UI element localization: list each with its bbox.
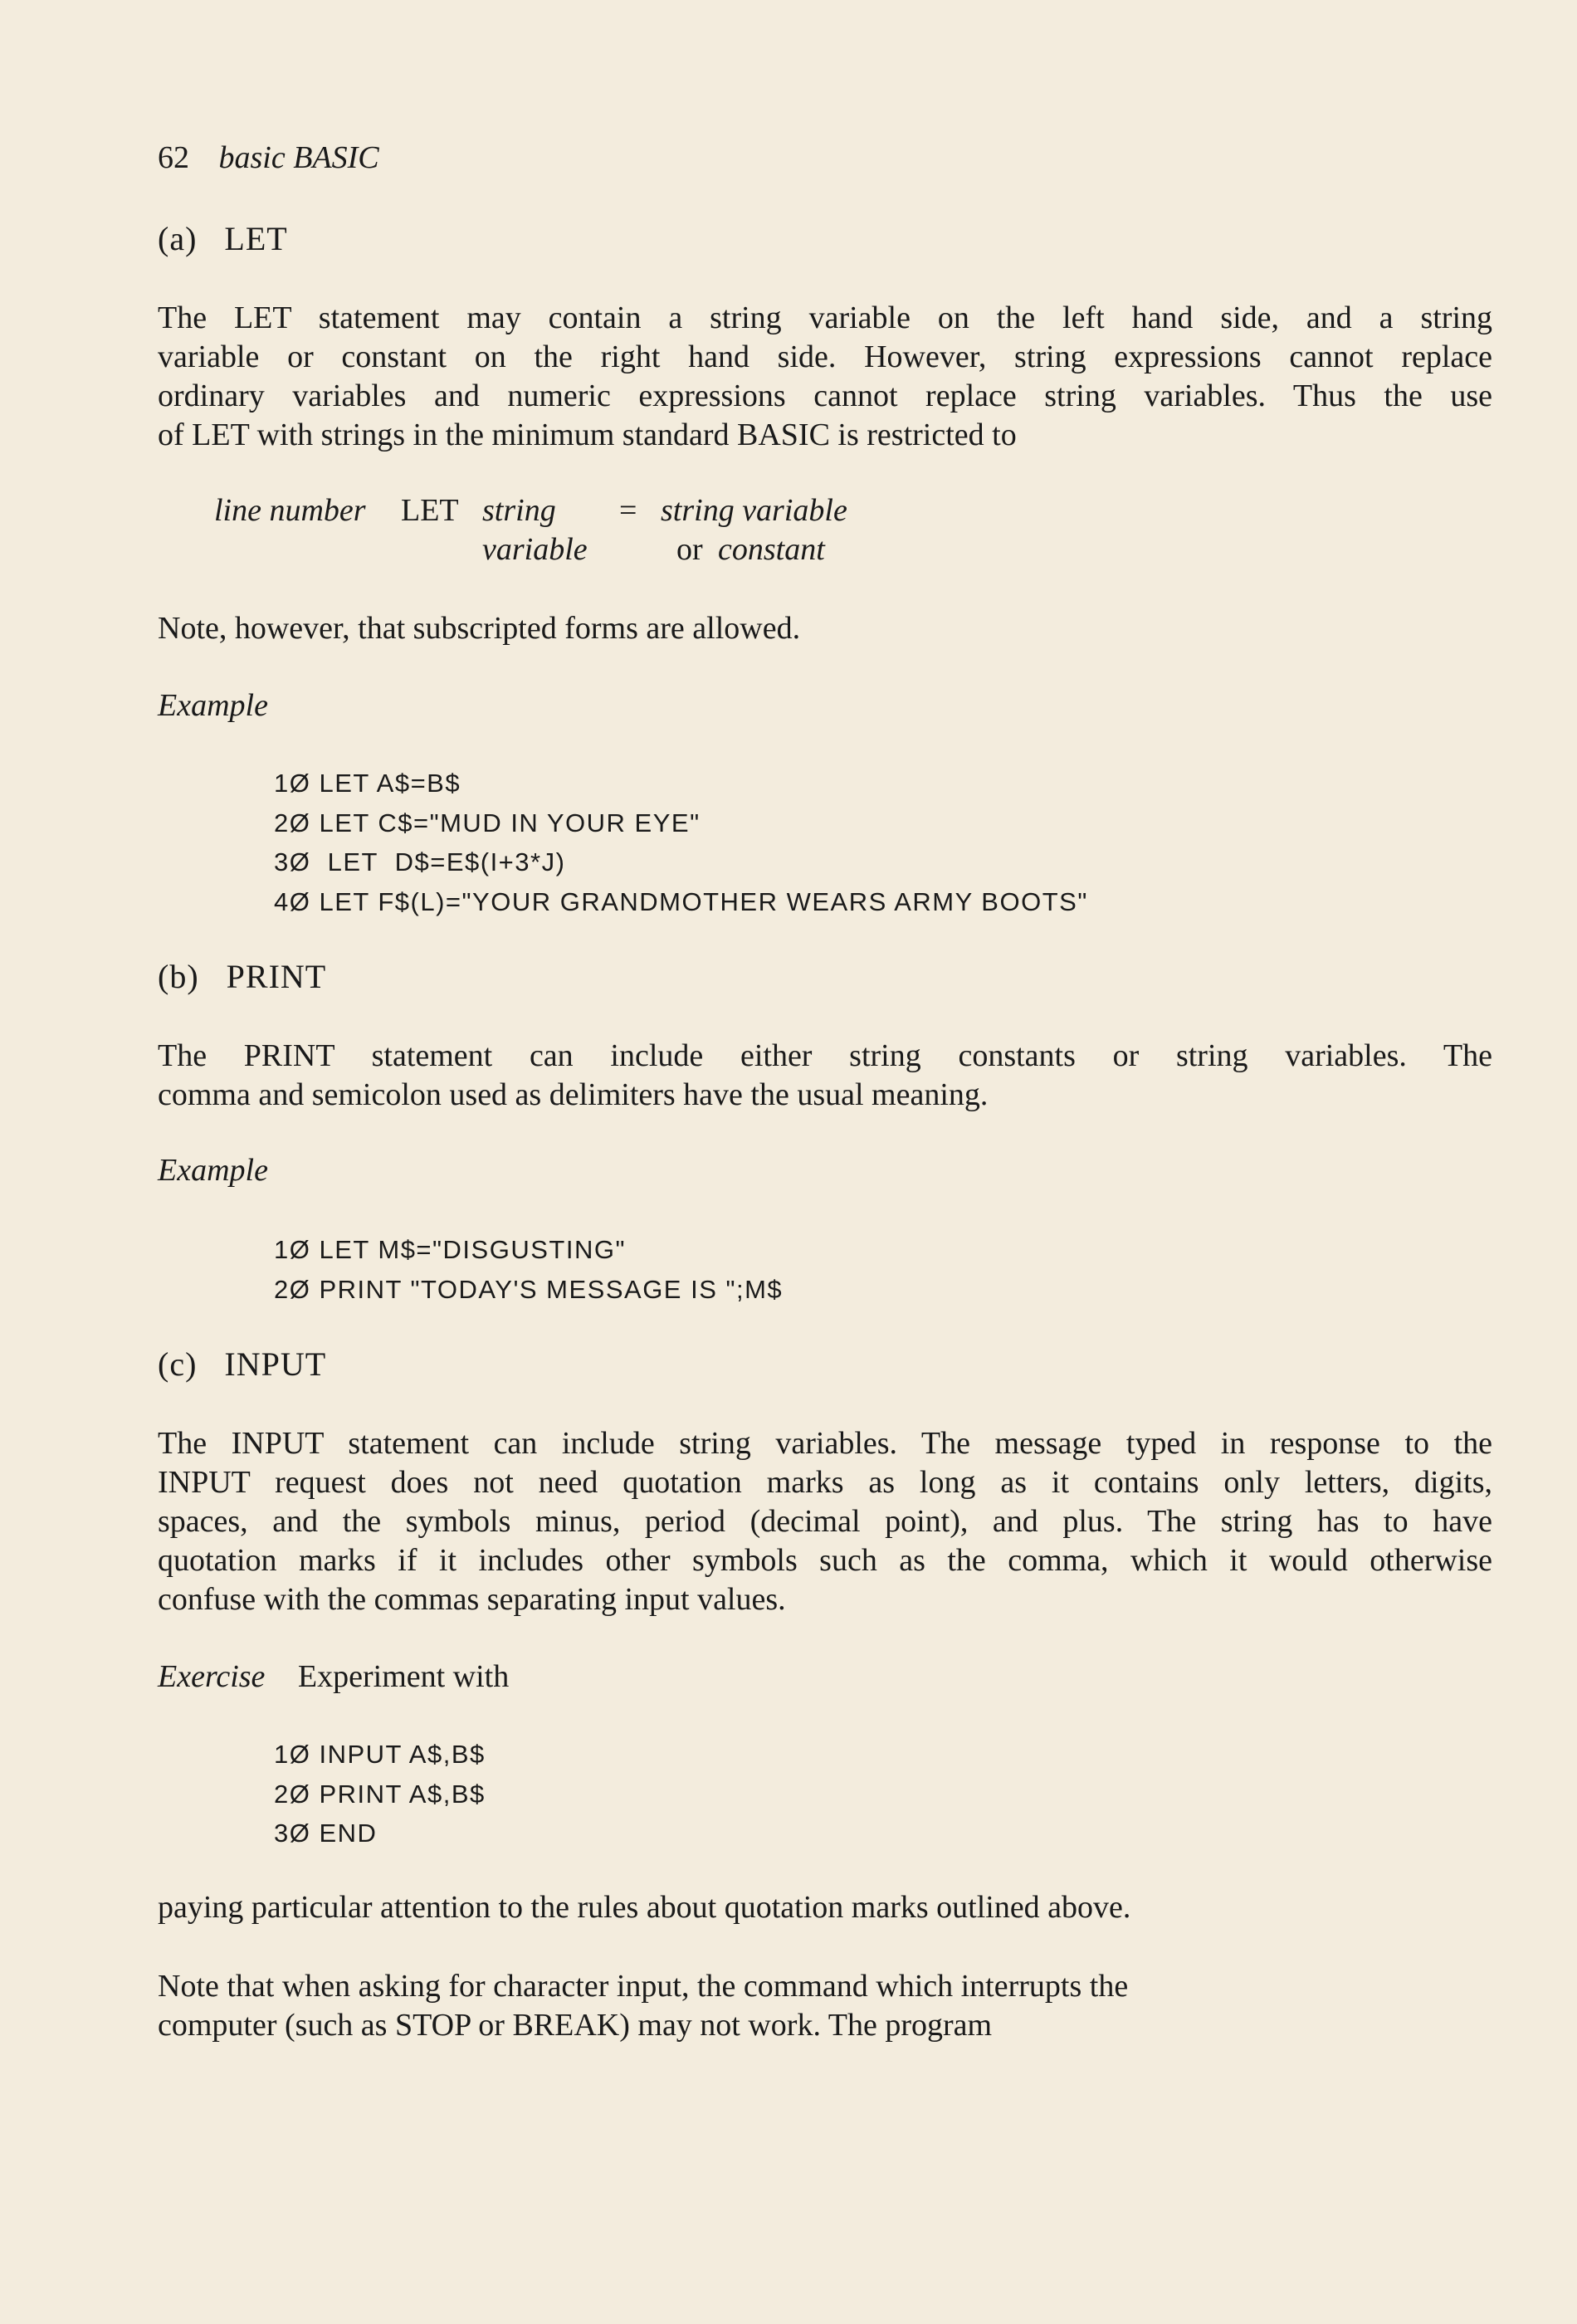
section-heading-print: [158, 957, 326, 996]
syntax-variable: variable: [482, 532, 588, 567]
exercise-code: [274, 1735, 486, 1853]
syntax-string-variable: string variable: [661, 493, 847, 528]
final-paragraph: [158, 1967, 1492, 2045]
paragraph-line: INPUT request does not need quotation marks as long as it contains only letters, digits,: [158, 1465, 1492, 1500]
paragraph-line: Note that when asking for character input, the command which interrupts the: [158, 1969, 1129, 2004]
code-line: 3Ø END: [274, 1819, 378, 1848]
code-line: 1Ø INPUT A$,B$: [274, 1740, 486, 1769]
paragraph-line: ordinary variables and numeric expressions cannot replace string variables. Thus the use: [158, 378, 1492, 413]
running-header: [158, 139, 379, 176]
paragraph-line: computer (such as STOP or BREAK) may not work. The program: [158, 2008, 993, 2043]
code-line: 1Ø LET M$="DISGUSTING": [274, 1235, 626, 1264]
section-label: (c): [158, 1345, 198, 1383]
paragraph-line: The INPUT statement can include string variables. The message typed in response to the: [158, 1426, 1492, 1461]
paragraph-line: confuse with the commas separating input values.: [158, 1582, 786, 1617]
code-line: 2Ø PRINT "TODAY'S MESSAGE IS ";M$: [274, 1274, 784, 1304]
note-subscripted: Note, however, that subscripted forms are allowed.: [158, 611, 801, 646]
paragraph-line: quotation marks if it includes other symbols such as the comma, which it would otherwise: [158, 1543, 1492, 1578]
exercise-text: Experiment with: [297, 1659, 510, 1694]
let-paragraph: [158, 299, 1492, 455]
print-paragraph: [158, 1037, 1492, 1115]
syntax-string: string: [482, 493, 556, 528]
syntax-let-keyword: LET: [401, 493, 459, 528]
section-title: LET: [224, 220, 288, 257]
code-line: 1Ø LET A$=B$: [274, 769, 461, 798]
running-title: basic BASIC: [218, 140, 379, 175]
paragraph-line: The PRINT statement can include either string constants or string variables. The: [158, 1038, 1492, 1073]
paragraph-line: comma and semicolon used as delimiters have the usual meaning.: [158, 1077, 989, 1112]
syntax-equals: =: [619, 493, 637, 528]
code-line: 3Ø LET D$=E$(I+3*J): [274, 847, 566, 876]
section-title: PRINT: [226, 958, 327, 995]
section-heading-let: [158, 219, 288, 258]
paragraph-line: of LET with strings in the minimum standard BASIC is restricted to: [158, 417, 1017, 452]
example-1-code: [274, 764, 1088, 921]
input-paragraph: [158, 1424, 1492, 1619]
example-2-code: [274, 1230, 783, 1309]
exercise-label: Exercise: [158, 1659, 266, 1694]
code-line: 4Ø LET F$(L)="YOUR GRANDMOTHER WEARS ARMY BOOTS": [274, 886, 1088, 916]
syntax-line-number: line number: [214, 493, 366, 528]
after-exercise-text: paying particular attention to the rules about quotation marks outlined above.: [158, 1890, 1131, 1925]
section-label: (b): [158, 958, 199, 995]
code-line: 2Ø PRINT A$,B$: [274, 1779, 486, 1809]
page-number: 62: [158, 140, 189, 175]
paragraph-line: The LET statement may contain a string variable on the left hand side, and a string: [158, 300, 1492, 335]
section-title: INPUT: [224, 1345, 327, 1383]
section-heading-input: [158, 1345, 326, 1384]
paragraph-line: variable or constant on the right hand side. However, string expressions cannot replace: [158, 339, 1492, 374]
syntax-or: or: [676, 532, 703, 567]
example-label: Example: [158, 1153, 268, 1188]
paragraph-line: spaces, and the symbols minus, period (decimal point), and plus. The string has to have: [158, 1504, 1492, 1539]
code-line: 2Ø LET C$="MUD IN YOUR EYE": [274, 808, 701, 837]
example-label: Example: [158, 688, 268, 723]
exercise-line: [158, 1658, 509, 1695]
syntax-constant: constant: [718, 532, 825, 567]
section-label: (a): [158, 220, 198, 257]
